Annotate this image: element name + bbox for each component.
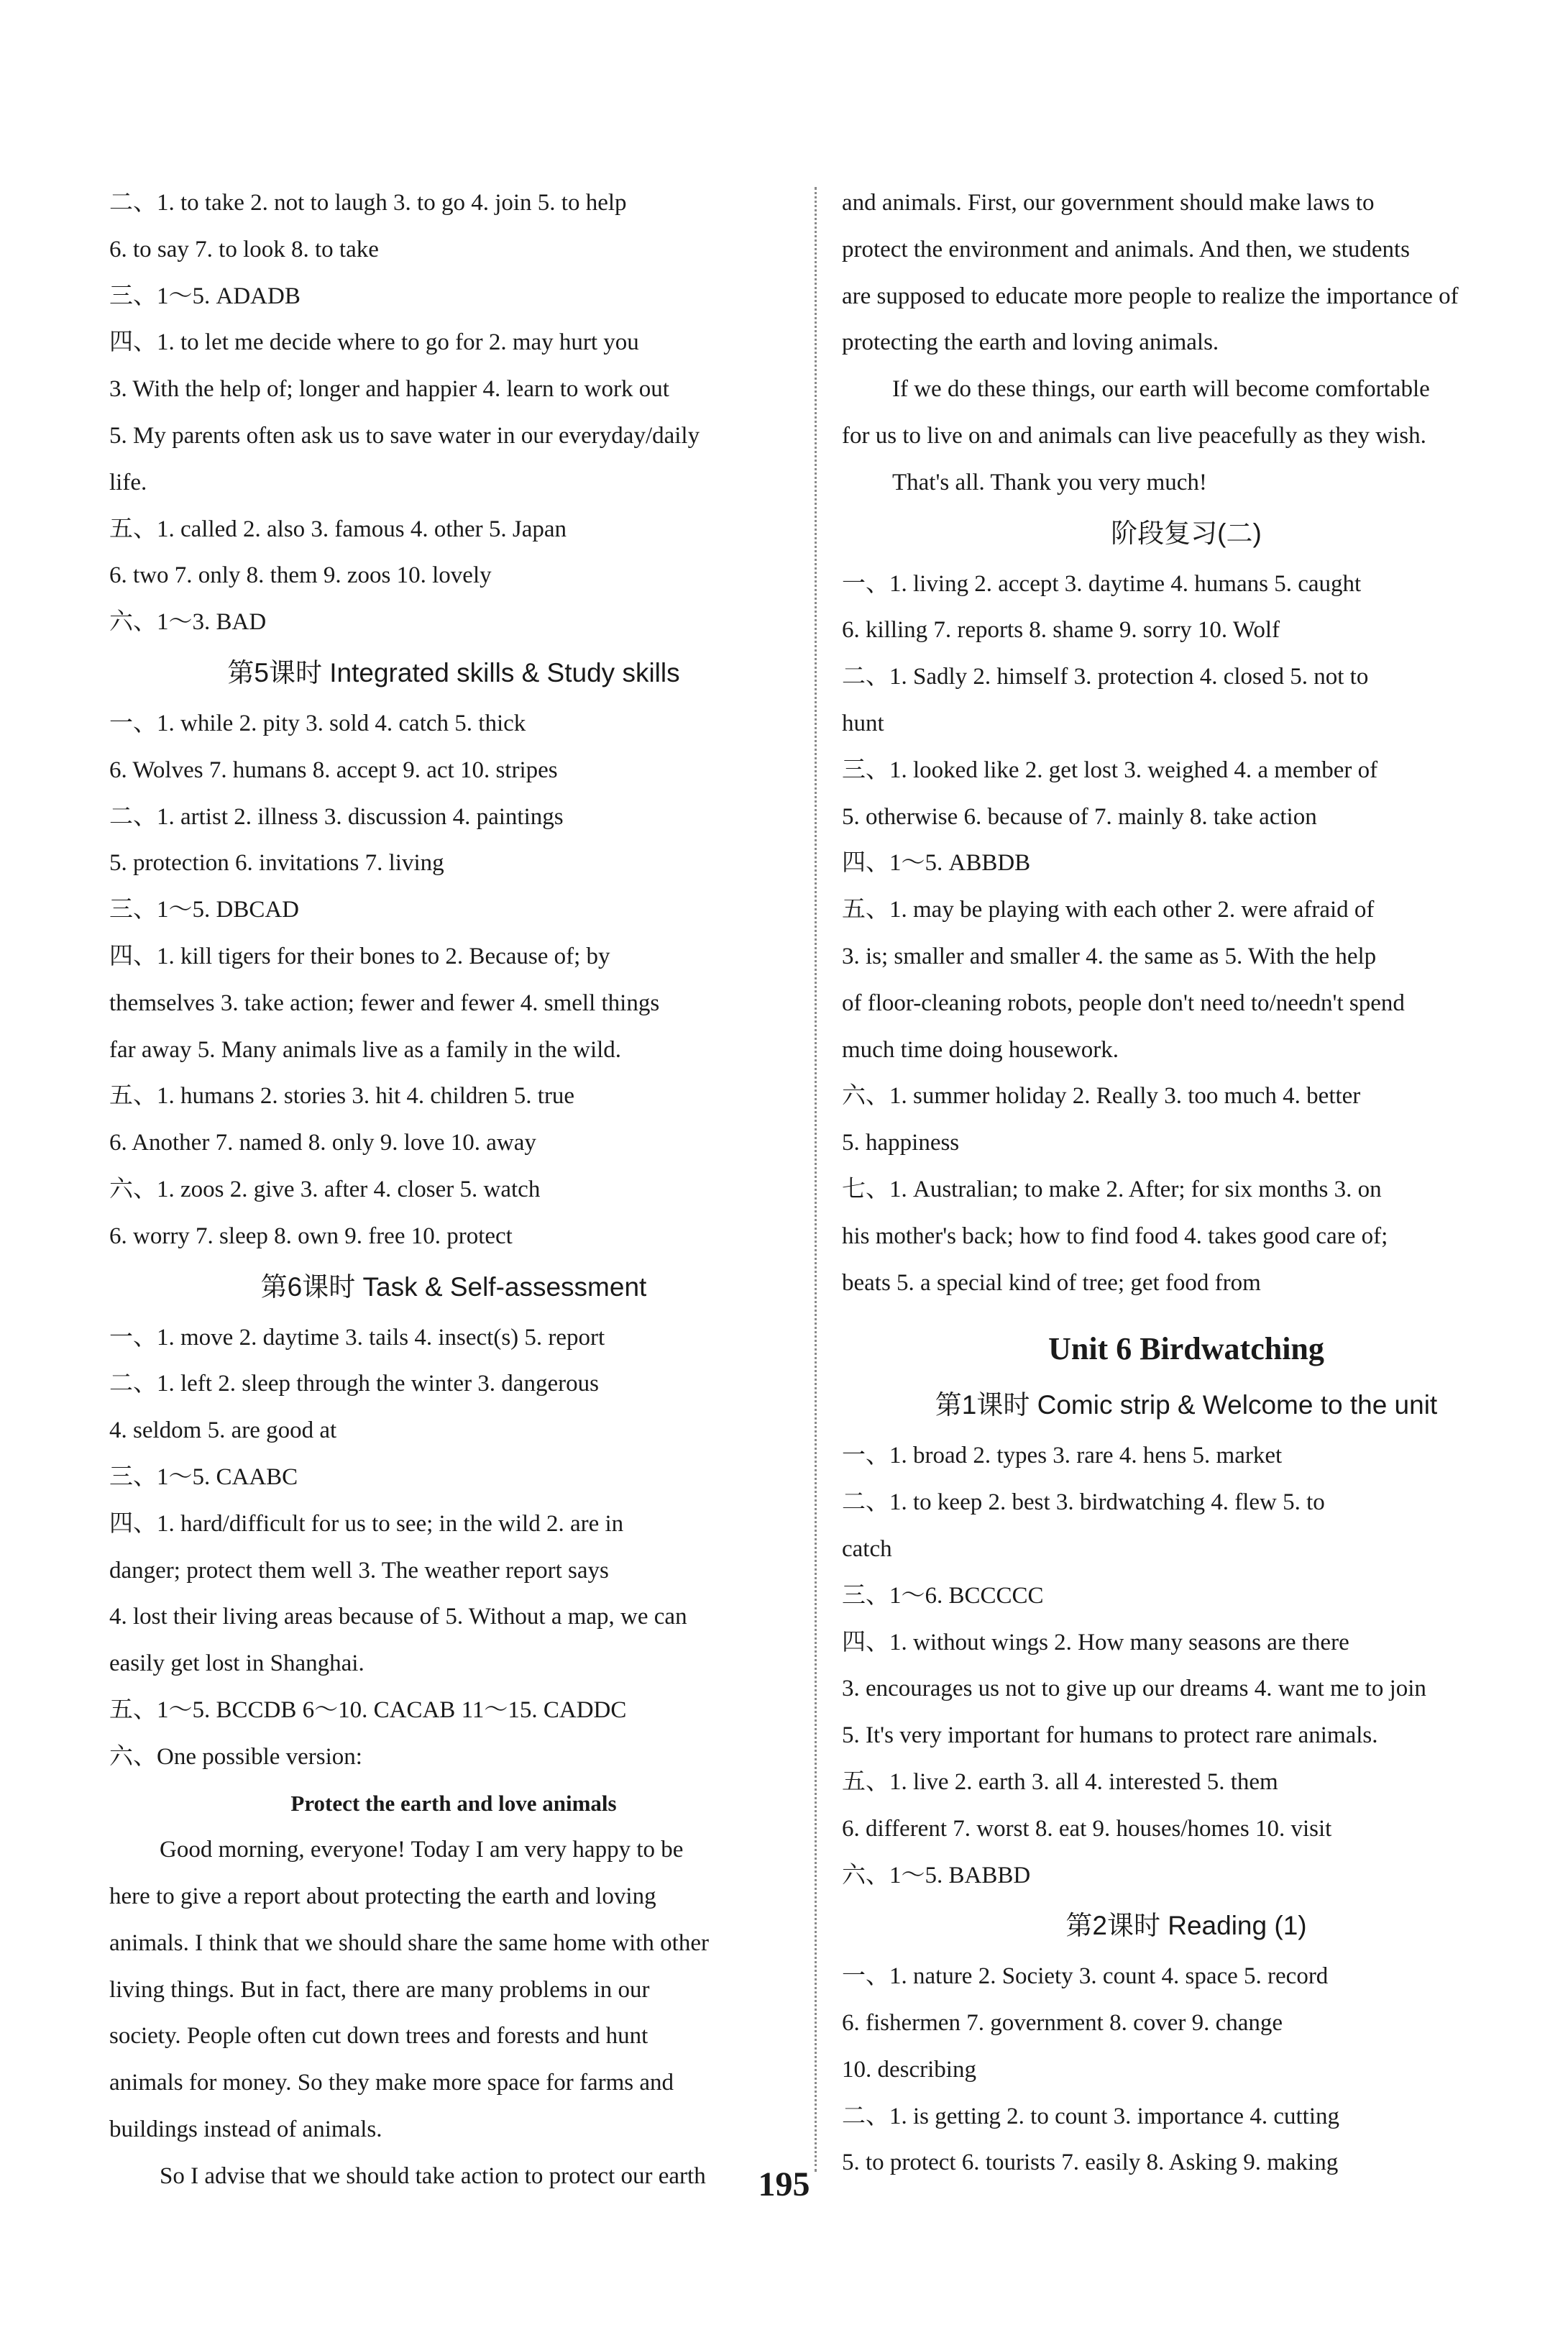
- answer-line: 一、1. move 2. daytime 3. tails 4. insect(s) 5. report: [109, 1324, 605, 1351]
- section-heading: 阶段复习(二): [1111, 518, 1262, 548]
- answer-line: 三、1～5. CAABC: [109, 1463, 298, 1490]
- answer-line: catch: [842, 1535, 892, 1562]
- answer-line: 五、1. may be playing with each other 2. were afraid of: [842, 897, 1375, 923]
- answer-line: 6. Another 7. named 8. only 9. love 10. away: [109, 1130, 536, 1156]
- answer-line: much time doing housework.: [842, 1036, 1119, 1063]
- answer-line: 六、One possible version:: [109, 1743, 362, 1770]
- section-heading: 第1课时 Comic strip & Welcome to the unit: [935, 1390, 1438, 1420]
- answer-line: life.: [109, 469, 147, 495]
- answer-line: 6. Wolves 7. humans 8. accept 9. act 10. stripes: [109, 757, 558, 783]
- answer-line: 六、1～3. BAD: [109, 609, 267, 636]
- column-divider: [815, 187, 817, 2172]
- answer-line: of floor-cleaning robots, people don't need to/needn't spend: [842, 990, 1405, 1016]
- answer-line: 三、1～5. ADADB: [109, 283, 301, 309]
- unit-title: Unit 6 Birdwatching: [1048, 1331, 1324, 1367]
- answer-line: 一、1. nature 2. Society 3. count 4. space 5. record: [842, 1963, 1329, 1990]
- answer-line: 六、1. summer holiday 2. Really 3. too much 4. better: [842, 1083, 1361, 1110]
- section-heading: 第5课时 Integrated skills & Study skills: [227, 657, 680, 688]
- essay-paragraph-line: So I advise that we should take action to protect our earth: [160, 2162, 706, 2189]
- answer-line: animals for money. So they make more space for farms and: [109, 2070, 674, 2096]
- answer-line: 四、1. to let me decide where to go for 2. may hurt you: [109, 329, 639, 356]
- answer-line: 二、1. left 2. sleep through the winter 3. dangerous: [109, 1371, 599, 1397]
- answer-line: far away 5. Many animals live as a family in the wild.: [109, 1036, 622, 1063]
- essay-title: Protect the earth and love animals: [290, 1790, 617, 1816]
- answer-line: 五、1. live 2. earth 3. all 4. interested 5. them: [842, 1768, 1278, 1795]
- answer-line: 5. otherwise 6. because of 7. mainly 8. take action: [842, 803, 1317, 830]
- essay-paragraph-line: That's all. Thank you very much!: [892, 469, 1207, 495]
- answer-line: themselves 3. take action; fewer and fewer 4. smell things: [109, 990, 660, 1016]
- answer-line: 6. killing 7. reports 8. shame 9. sorry 10. Wolf: [842, 617, 1280, 644]
- answer-line: 二、1. Sadly 2. himself 3. protection 4. closed 5. not to: [842, 664, 1369, 690]
- answer-line: 6. two 7. only 8. them 9. zoos 10. lovely: [109, 562, 492, 589]
- answer-line: 6. to say 7. to look 8. to take: [109, 236, 379, 262]
- answer-line: 二、1. is getting 2. to count 3. importance 4. cutting: [842, 2103, 1339, 2129]
- answer-line: 四、1. without wings 2. How many seasons are there: [842, 1629, 1349, 1655]
- answer-line: 三、1～5. DBCAD: [109, 897, 300, 923]
- answer-line: 三、1. looked like 2. get lost 3. weighed 4. a member of: [842, 757, 1378, 783]
- essay-paragraph-line: If we do these things, our earth will become comfortable: [892, 376, 1430, 403]
- answer-line: easily get lost in Shanghai.: [109, 1650, 365, 1677]
- answer-line: for us to live on and animals can live peacefully as they wish.: [842, 422, 1426, 449]
- answer-line: 五、1. called 2. also 3. famous 4. other 5. Japan: [109, 516, 567, 542]
- answer-line: 五、1～5. BCCDB 6～10. CACAB 11～15. CADDC: [109, 1696, 627, 1723]
- answer-line: 5. It's very important for humans to protect rare animals.: [842, 1722, 1378, 1749]
- answer-line: here to give a report about protecting the earth and loving: [109, 1883, 656, 1910]
- essay-paragraph-line: Good morning, everyone! Today I am very happy to be: [160, 1837, 684, 1863]
- answer-line: 二、1. to keep 2. best 3. birdwatching 4. flew 5. to: [842, 1489, 1325, 1516]
- answer-line: 六、1. zoos 2. give 3. after 4. closer 5. watch: [109, 1176, 541, 1202]
- answer-line: living things. But in fact, there are many problems in our: [109, 1976, 650, 2003]
- answer-line: 5. happiness: [842, 1130, 960, 1156]
- answer-line: 5. to protect 6. tourists 7. easily 8. Asking 9. making: [842, 2150, 1339, 2176]
- answer-line: 二、1. artist 2. illness 3. discussion 4. paintings: [109, 803, 564, 830]
- answer-line: 四、1. kill tigers for their bones to 2. Because of; by: [109, 943, 610, 969]
- answer-line: 一、1. living 2. accept 3. daytime 4. humans 5. caught: [842, 570, 1362, 597]
- answer-line: 6. worry 7. sleep 8. own 9. free 10. protect: [109, 1223, 513, 1249]
- answer-line: beats 5. a special kind of tree; get food from: [842, 1269, 1261, 1296]
- page-number: 195: [758, 2165, 810, 2203]
- answer-line: 六、1～5. BABBD: [842, 1862, 1031, 1888]
- answer-line: 4. lost their living areas because of 5. Without a map, we can: [109, 1604, 687, 1630]
- answer-line: 三、1～6. BCCCCC: [842, 1582, 1044, 1609]
- answer-line: buildings instead of animals.: [109, 2116, 382, 2143]
- right-column: [842, 180, 1531, 2186]
- answer-line: 二、1. to take 2. not to laugh 3. to go 4. join 5. to help: [109, 190, 627, 216]
- answer-line: 四、1～5. ABBDB: [842, 850, 1031, 877]
- section-heading: 第2课时 Reading (1): [1065, 1911, 1307, 1941]
- answer-line: 五、1. humans 2. stories 3. hit 4. children 5. true: [109, 1083, 575, 1110]
- answer-line: 一、1. while 2. pity 3. sold 4. catch 5. thick: [109, 710, 526, 736]
- answer-line: 七、1. Australian; to make 2. After; for six months 3. on: [842, 1176, 1382, 1202]
- answer-line: society. People often cut down trees and forests and hunt: [109, 2023, 648, 2050]
- answer-line: 6. fishermen 7. government 8. cover 9. change: [842, 2010, 1283, 2037]
- answer-line: are supposed to educate more people to realize the importance of: [842, 283, 1459, 309]
- answer-line: 3. encourages us not to give up our dreams 4. want me to join: [842, 1676, 1426, 1702]
- answer-line: 一、1. broad 2. types 3. rare 4. hens 5. market: [842, 1443, 1283, 1469]
- answer-line: 6. different 7. worst 8. eat 9. houses/homes 10. visit: [842, 1815, 1332, 1842]
- answer-line: danger; protect them well 3. The weather report says: [109, 1557, 609, 1584]
- answer-line: protect the environment and animals. And then, we students: [842, 236, 1410, 262]
- answer-line: 5. protection 6. invitations 7. living: [109, 850, 444, 877]
- answer-line: 4. seldom 5. are good at: [109, 1417, 337, 1444]
- section-heading: 第6课时 Task & Self-assessment: [260, 1271, 647, 1302]
- answer-line: 3. With the help of; longer and happier 4. learn to work out: [109, 376, 669, 403]
- answer-line: and animals. First, our government should make laws to: [842, 190, 1375, 216]
- answer-line: 5. My parents often ask us to save water in our everyday/daily: [109, 422, 700, 449]
- answer-line: protecting the earth and loving animals.: [842, 329, 1219, 356]
- answer-line: animals. I think that we should share the same home with other: [109, 1929, 709, 1956]
- answer-line: his mother's back; how to find food 4. takes good care of;: [842, 1223, 1388, 1249]
- answer-line: 四、1. hard/difficult for us to see; in the wild 2. are in: [109, 1510, 624, 1537]
- answer-line: 3. is; smaller and smaller 4. the same as 5. With the help: [842, 943, 1377, 969]
- left-column: [109, 180, 798, 2200]
- answer-line: 10. describing: [842, 2056, 976, 2083]
- answer-line: hunt: [842, 710, 884, 736]
